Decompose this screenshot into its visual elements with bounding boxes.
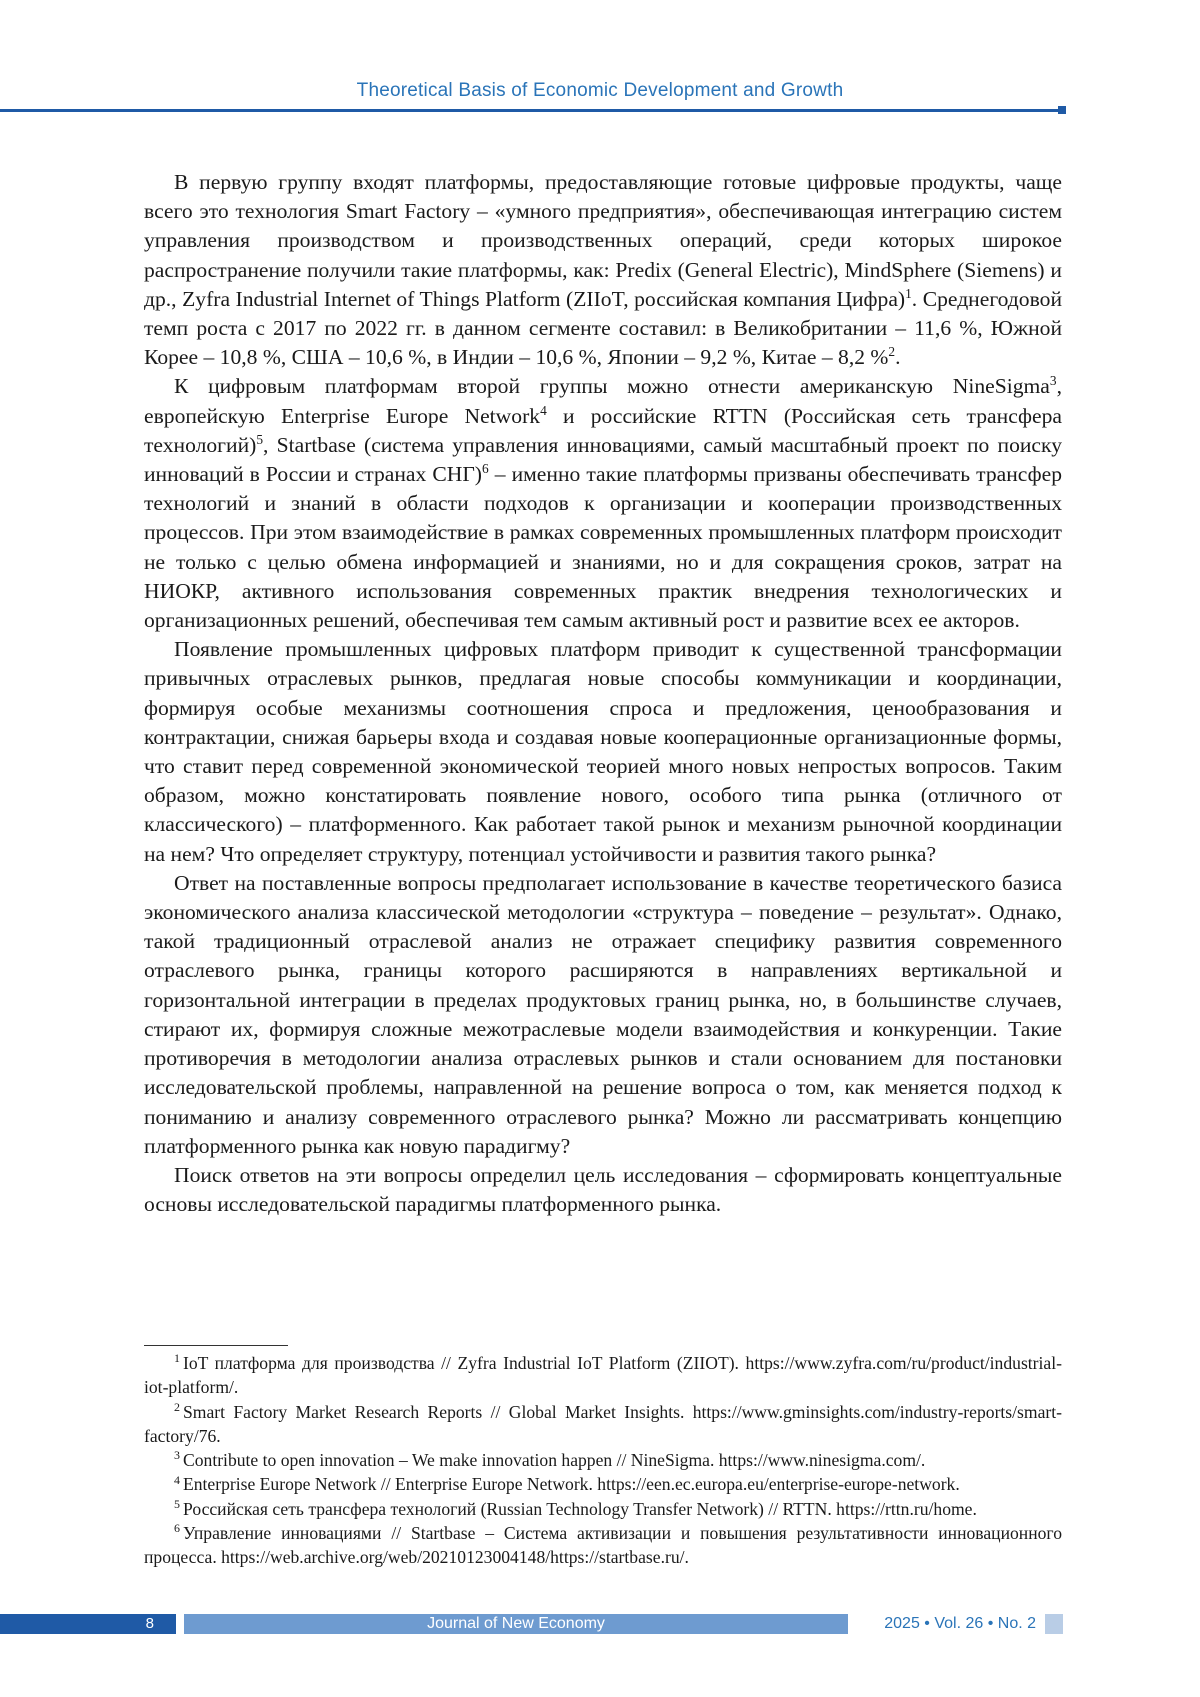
header-rule: [0, 109, 1060, 112]
running-header-title: Theoretical Basis of Economic Development and Growth: [0, 80, 1200, 102]
footer-end-block: [1045, 1614, 1063, 1634]
footnote-ref-6[interactable]: 6: [482, 461, 489, 476]
footer-issue-info: 2025 • Vol. 26 • No. 2: [858, 1614, 1036, 1634]
paragraph-2: К цифровым платформам второй группы можно отнести американскую NineSigma3, европейскую Enterprise Europe Network4 и российские RTTN (Российская сеть трансфера технологий)5, Startbase (система управления инновациями, самый масштабный проект по поиску инноваций в России и странах СНГ)6 – именно такие платформы призваны обеспечивать трансфер технологий и знаний в области подходов к организации и кооперации производственных процессов. При этом взаимодействие в рамках современных промышленных платформ происходит не только с целью обмена информацией и знаниями, но и для сокращения сроков, затрат на НИОКР, активного использования современных практик внедрения технологических и организационных решений, обеспечивая тем самым активный рост и развитие всех ее акторов.: [144, 372, 1062, 635]
footnote-ref-1[interactable]: 1: [905, 286, 912, 301]
footnote-6: 6 Управление инновациями // Startbase – Система активизации и повышения результативности инновационного процесса. https://web.archive.org/web/20210123004148/https://startbase.ru/.: [144, 1521, 1062, 1570]
paragraph-1: В первую группу входят платформы, предоставляющие готовые цифровые продукты, чаще всего это технология Smart Factory – «умного предприятия», обеспечивающая интеграцию систем управления производством и производственных операций, среди которых широкое распространение получили такие платформы, как: Predix (General Electric), MindSphere (Siemens) и др., Zyfra Industrial Internet of Things Platform (ZIIoT, российская компания Цифра)1. Среднегодовой темп роста с 2017 по 2022 гг. в данном сегменте составил: в Великобритании – 11,6 %, Южной Корее – 10,8 %, США – 10,6 %, в Индии – 10,6 %, Японии – 9,2 %, Китае – 8,2 %2.: [144, 168, 1062, 372]
footnote-1: 1 IoT платформа для производства // Zyfra Industrial IoT Platform (ZIIOT). https://www.zyfra.com/ru/product/industrial-iot-platform/.: [144, 1351, 1062, 1400]
footnote-separator: [144, 1345, 288, 1346]
footnote-2: 2 Smart Factory Market Research Reports // Global Market Insights. https://www.gminsights.com/industry-reports/smart-factory/76.: [144, 1400, 1062, 1449]
paragraph-4: Ответ на поставленные вопросы предполагает использование в качестве теоретического базиса экономического анализа классической методологии «структура – поведение – результат». Однако, такой традиционный отраслевой анализ не отражает специфику развития современного отраслевого рынка, границы которого расширяются в направлениях вертикальной и горизонтальной интеграции в пределах продуктовых границ рынка, но, в большинстве случаев, стирают их, формируя сложные межотраслевые модели взаимодействия и конкуренции. Такие противоречия в методологии анализа отраслевых рынков и стали основанием для постановки исследовательской проблемы, направленной на решение вопроса о том, как меняется подход к пониманию и анализу современного отраслевого рынка? Можно ли рассматривать концепцию платформенного рынка как новую парадигму?: [144, 869, 1062, 1161]
page-number: 8: [0, 1614, 176, 1634]
footnotes: [144, 1351, 1062, 1570]
paragraph-5: Поиск ответов на эти вопросы определил цель исследования – сформировать концептуальные основы исследовательской парадигмы платформенного рынка.: [144, 1161, 1062, 1219]
footnote-5: 5 Российская сеть трансфера технологий (Russian Technology Transfer Network) // RTTN. https://rttn.ru/home.: [144, 1497, 1062, 1521]
footer-journal-title: Journal of New Economy: [184, 1614, 848, 1634]
footnote-ref-2[interactable]: 2: [888, 344, 895, 359]
footnote-3: 3 Contribute to open innovation – We make innovation happen // NineSigma. https://www.ninesigma.com/.: [144, 1448, 1062, 1472]
footnote-ref-3[interactable]: 3: [1050, 373, 1057, 388]
paragraph-3: Появление промышленных цифровых платформ приводит к существенной трансформации привычных отраслевых рынков, предлагая новые способы коммуникации и координации, формируя особые механизмы соотношения спроса и предложения, ценообразования и контрактации, снижая барьеры входа и создавая новые кооперационные организационные формы, что ставит перед современной экономической теорией много новых непростых вопросов. Таким образом, можно констатировать появление нового, особого типа рынка (отличного от классического) – платформенного. Как работает такой рынок и механизм рыночной координации на нем? Что определяет структуру, потенциал устойчивости и развития такого рынка?: [144, 635, 1062, 869]
footnote-4: 4 Enterprise Europe Network // Enterprise Europe Network. https://een.ec.europa.eu/enterprise-europe-network.: [144, 1472, 1062, 1496]
main-text: [144, 168, 1062, 1219]
footnote-ref-4[interactable]: 4: [540, 402, 547, 417]
header-rule-end-marker: [1058, 106, 1066, 114]
footnote-ref-5[interactable]: 5: [256, 432, 263, 447]
